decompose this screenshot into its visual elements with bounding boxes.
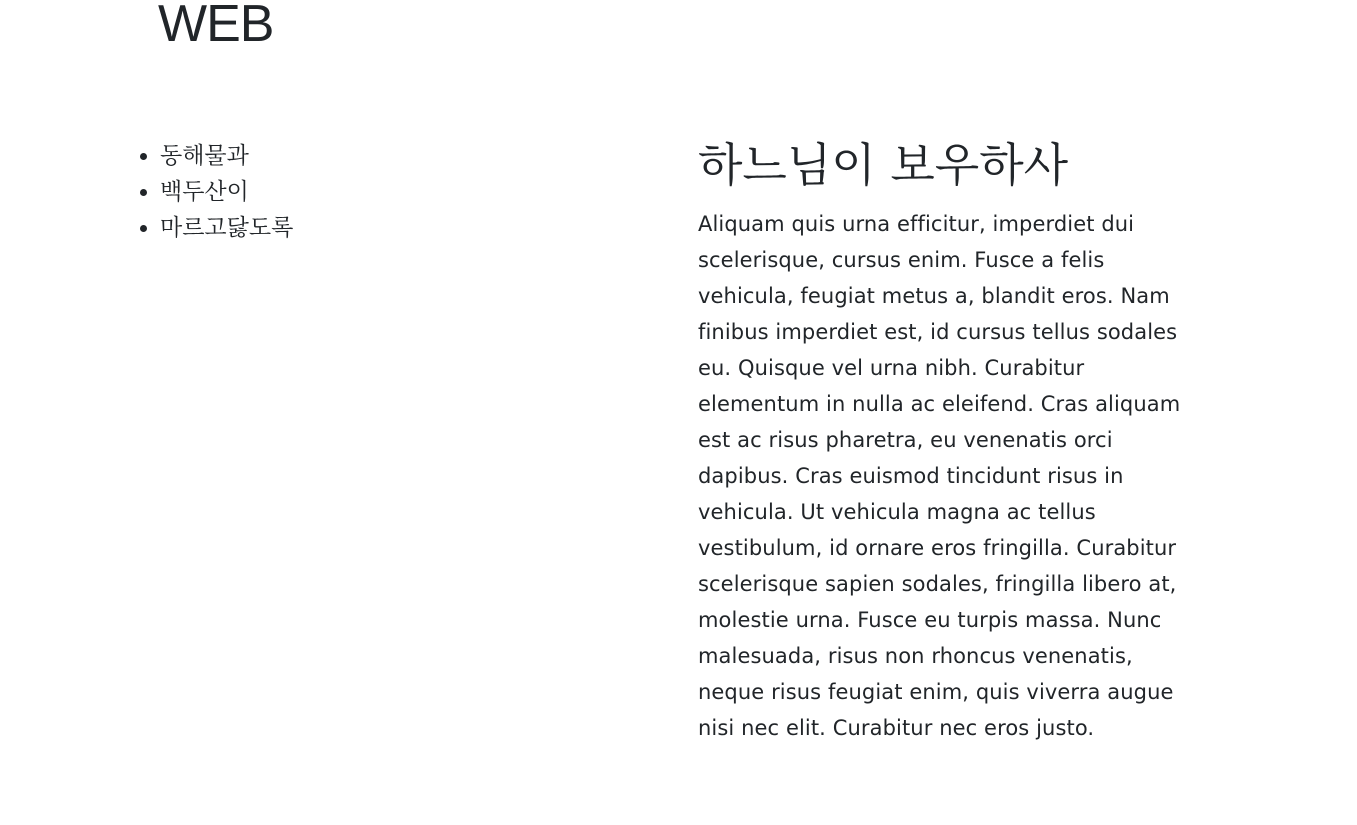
article-line: eu. Quisque vel urna nibh. Curabitur — [698, 356, 1085, 380]
article-line: scelerisque sapien sodales, fringilla libero at, — [698, 572, 1177, 596]
article-line: Aliquam quis urna efficitur, imperdiet dui — [698, 212, 1135, 236]
article-line: malesuada, risus non rhoncus venenatis, — [698, 644, 1133, 668]
article-line: vestibulum, id ornare eros fringilla. Curabitur — [698, 536, 1177, 560]
article-line: est ac risus pharetra, eu venenatis orci — [698, 428, 1113, 452]
article-body — [698, 206, 1198, 746]
article — [698, 136, 1198, 746]
nav-link-3[interactable]: 마르고닳도록 — [160, 215, 294, 241]
nav-link-2[interactable]: 백두산이 — [160, 179, 249, 205]
nav-link-1[interactable]: 동해물과 — [160, 143, 249, 169]
article-line: vehicula. Ut vehicula magna ac tellus — [698, 500, 1096, 524]
article-line: finibus imperdiet est, id cursus tellus sodales — [698, 320, 1178, 344]
site-title[interactable]: WEB — [158, 0, 274, 53]
article-line: scelerisque, cursus enim. Fusce a felis — [698, 248, 1105, 272]
article-line: nisi nec elit. Curabitur nec eros justo. — [698, 716, 1095, 740]
article-line: dapibus. Cras euismod tincidunt risus in — [698, 464, 1124, 488]
article-line: elementum in nulla ac eleifend. Cras aliquam — [698, 392, 1181, 416]
nav-item — [160, 138, 293, 174]
article-line: molestie urna. Fusce eu turpis massa. Nunc — [698, 608, 1162, 632]
article-title: 하느님이 보우하사 — [698, 138, 1069, 192]
article-line: vehicula, feugiat metus a, blandit eros. Nam — [698, 284, 1170, 308]
nav-item — [160, 210, 293, 246]
nav-item — [160, 174, 293, 210]
article-line: neque risus feugiat enim, quis viverra augue — [698, 680, 1174, 704]
nav-list — [120, 138, 293, 246]
